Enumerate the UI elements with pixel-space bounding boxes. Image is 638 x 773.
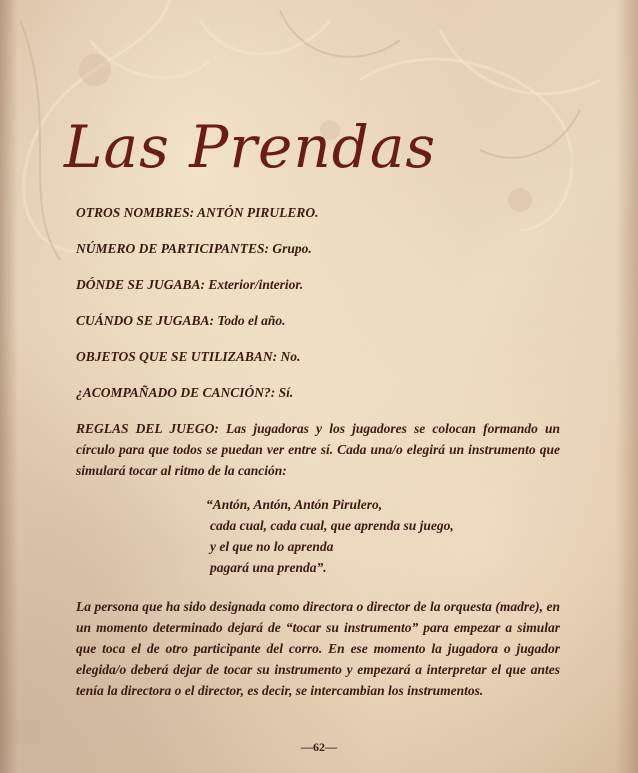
field-numero-participantes: NÚMERO DE PARTICIPANTES: Grupo.: [76, 241, 312, 256]
page-edge-shadow-right: [616, 0, 638, 773]
page-title: Las Prendas: [64, 113, 437, 181]
song-line: y el que no lo aprenda: [210, 539, 334, 554]
field-cuando-se-jugaba: CUÁNDO SE JUGABA: Todo el año.: [76, 313, 286, 328]
field-donde-se-jugaba: DÓNDE SE JUGABA: Exterior/interior.: [76, 277, 304, 292]
song-verse: [206, 494, 560, 578]
field-objetos: OBJETOS QUE SE UTILIZABAN: No.: [76, 349, 301, 364]
song-line: cada cual, cada cual, que aprenda su juego,: [210, 518, 454, 533]
page-edge-shadow-left: [0, 0, 18, 773]
page-number: —62—: [301, 740, 337, 754]
field-cancion: ¿ACOMPAÑADO DE CANCIÓN?: Sí.: [76, 385, 294, 400]
rules-paragraph: REGLAS DEL JUEGO: Las jugadoras y los jugadores se colocan formando un círculo para que todos se puedan ver entre sí. Cada una/o elegirá un instrumento que simulará tocar al ritmo de la canción:: [76, 421, 560, 478]
song-line: “Antón, Antón, Antón Pirulero,: [206, 497, 383, 512]
document-body: [76, 202, 560, 701]
description-paragraph: La persona que ha sido designada como directora o director de la orquesta (madre), en un momento determinado dejará de “tocar su instrumento” para empezar a simular que toca el de otro participante del corro. En ese momento la jugadora o jugador elegida/o deberá dejar de tocar su instrumento y empezará a interpretar el que antes tenía la directora o el director, es decir, se intercambian los instrumentos.: [76, 599, 560, 698]
field-otros-nombres: OTROS NOMBRES: ANTÓN PIRULERO.: [76, 205, 319, 220]
song-line: pagará una prenda”.: [210, 560, 327, 575]
